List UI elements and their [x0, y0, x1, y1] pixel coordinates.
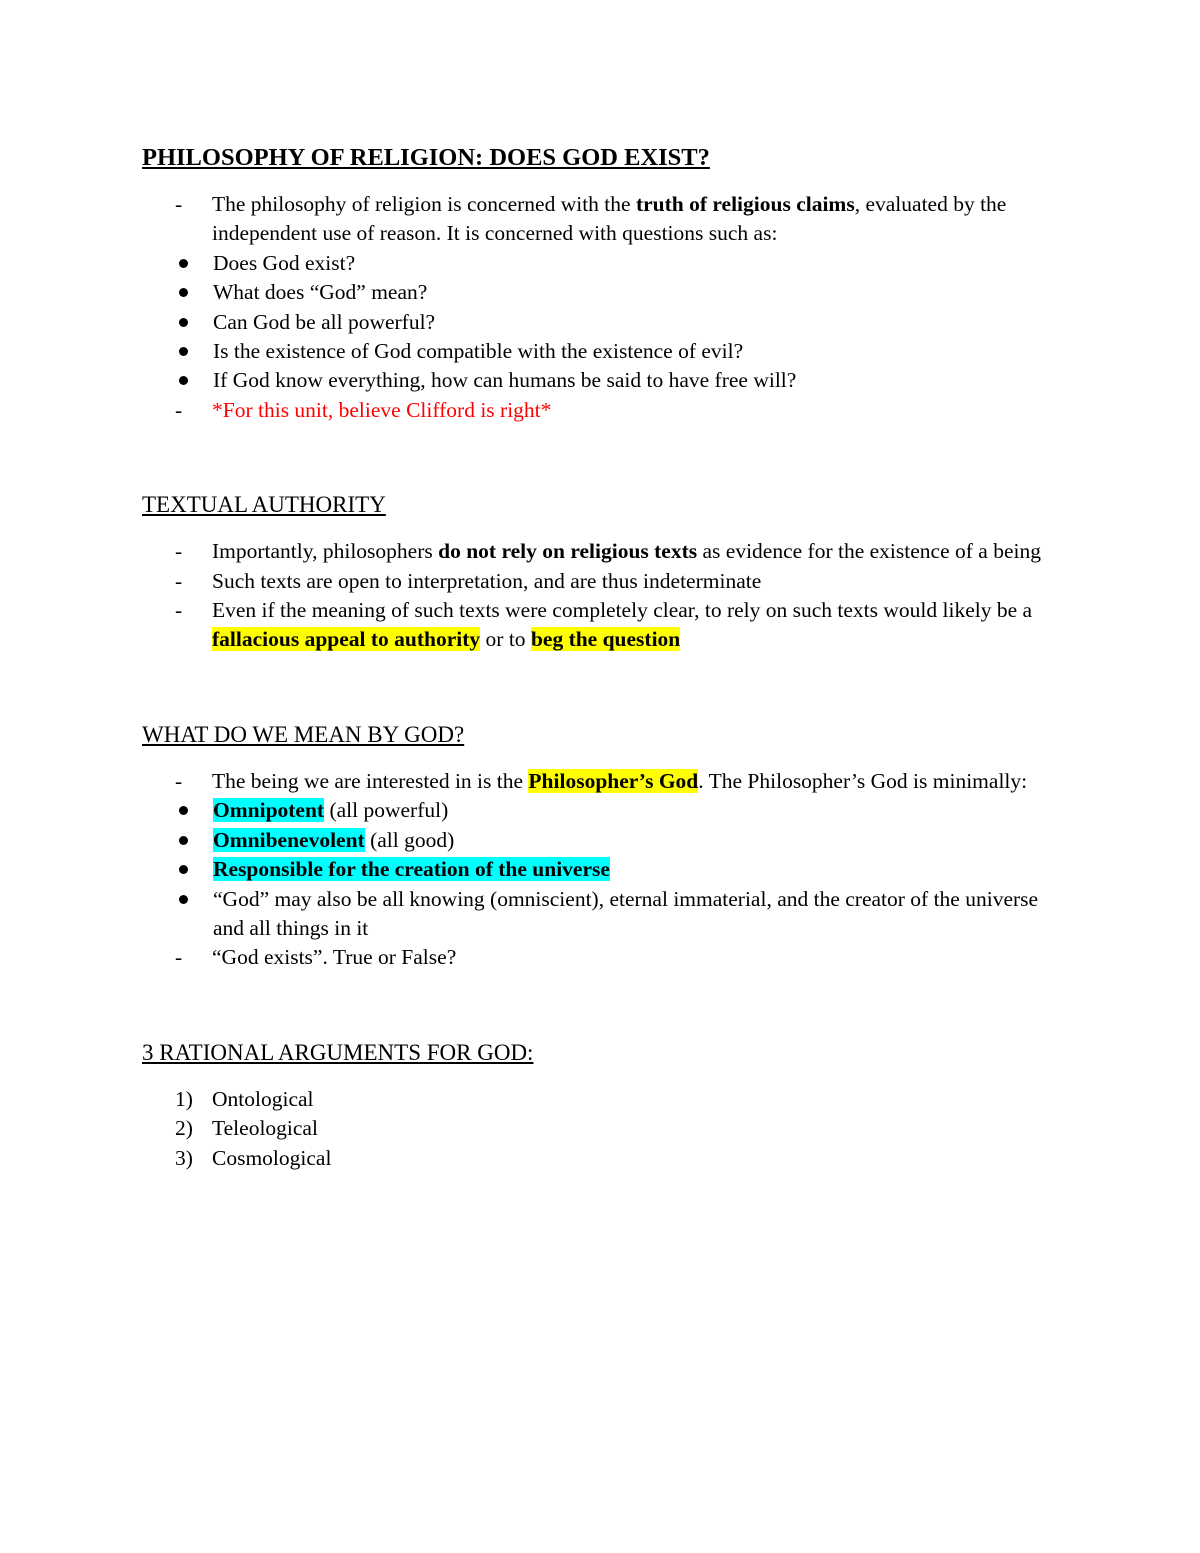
list-item	[142, 767, 1062, 943]
dash-marker: -	[175, 945, 183, 970]
bullet-icon	[179, 347, 188, 356]
bold-text: truth of religious claims	[635, 192, 855, 216]
list-item	[142, 366, 1062, 395]
text: or to	[480, 627, 531, 652]
argument-label: Teleological	[212, 1116, 318, 1141]
list-item	[142, 885, 1062, 944]
list-item	[142, 308, 1062, 337]
list-item	[142, 1144, 1062, 1173]
highlighted-text: Philosopher’s God	[528, 768, 699, 793]
list-item	[142, 796, 1062, 825]
list-item	[142, 943, 1062, 972]
questions-list	[142, 249, 1062, 396]
list-item	[142, 826, 1062, 855]
section-title-textual-authority: TEXTUAL AUTHORITY	[142, 492, 386, 518]
list-item	[142, 396, 1062, 425]
bullet-icon	[179, 836, 188, 845]
argument-label: Cosmological	[212, 1145, 332, 1170]
highlighted-text: fallacious appeal to authority	[212, 627, 481, 652]
dash-marker: -	[175, 598, 183, 623]
section3-list	[142, 767, 1062, 973]
document-body	[142, 140, 1062, 1173]
bullet-icon	[179, 895, 188, 904]
text: Even if the meaning of such texts were completely clear, to rely on such texts would likely be a	[212, 598, 1033, 623]
list-item	[142, 337, 1062, 366]
dash-marker: -	[175, 397, 183, 422]
highlighted-term: Responsible for the creation of the universe	[213, 857, 610, 882]
section-title-what-do-we-mean-by-god: WHAT DO WE MEAN BY GOD?	[142, 721, 465, 747]
text: . The Philosopher’s God is minimally:	[698, 768, 1028, 793]
text: , evaluated by the independent use of reason. It is concerned with questions such as:	[212, 192, 1007, 246]
question-text: If God know everything, how can humans be said to have free will?	[213, 368, 797, 393]
list-item	[142, 249, 1062, 278]
question-text: Can God be all powerful?	[213, 309, 436, 334]
text: as evidence for the existence of a being	[697, 539, 1041, 564]
highlighted-text: beg the question	[530, 627, 681, 652]
list-item	[142, 537, 1062, 566]
list-number: 1)	[175, 1086, 193, 1111]
argument-label: Ontological	[212, 1086, 314, 1111]
dash-marker: -	[175, 568, 183, 593]
text: Importantly, philosophers	[212, 539, 439, 564]
question-text: What does “God” mean?	[213, 280, 428, 305]
list-item	[142, 278, 1062, 307]
list-item	[142, 1114, 1062, 1143]
list-item	[142, 855, 1062, 884]
list-number: 3)	[175, 1145, 193, 1170]
text: “God” may also be all knowing (omniscient), eternal immaterial, and the creator of the universe and all things in it	[213, 886, 1039, 940]
section2-list	[142, 537, 1062, 655]
bold-text: do not rely on religious texts	[438, 539, 698, 564]
bullet-icon	[179, 318, 188, 327]
red-note: *For this unit, believe Clifford is right*	[212, 397, 552, 422]
text: The philosophy of religion is concerned with the	[212, 192, 636, 216]
attributes-list	[142, 796, 1062, 943]
list-item	[142, 1085, 1062, 1114]
dash-marker: -	[175, 192, 183, 216]
text: “God exists”. True or False?	[212, 945, 457, 970]
arguments-list	[142, 1085, 1062, 1173]
highlighted-term: Omnibenevolent	[213, 827, 365, 852]
text: (all good)	[364, 827, 455, 852]
bullet-icon	[179, 865, 188, 874]
list-item	[142, 596, 1062, 655]
bullet-icon	[179, 259, 188, 268]
list-item	[142, 190, 1062, 396]
dash-marker: -	[175, 539, 183, 564]
text: Such texts are open to interpretation, and are thus indeterminate	[212, 568, 762, 593]
list-number: 2)	[175, 1116, 193, 1141]
text: The being we are interested in is the	[212, 768, 529, 793]
question-text: Does God exist?	[213, 250, 356, 275]
section-title-rational-arguments: 3 RATIONAL ARGUMENTS FOR GOD:	[142, 1039, 534, 1065]
list-item	[142, 567, 1062, 596]
highlighted-term: Omnipotent	[213, 798, 325, 823]
section-title-philosophy-of-religion: PHILOSOPHY OF RELIGION: DOES GOD EXIST?	[142, 144, 710, 171]
text: (all powerful)	[324, 798, 449, 823]
bullet-icon	[179, 376, 188, 385]
section1-list	[142, 190, 1062, 425]
dash-marker: -	[175, 768, 183, 793]
bullet-icon	[179, 806, 188, 815]
question-text: Is the existence of God compatible with the existence of evil?	[213, 339, 744, 364]
bullet-icon	[179, 288, 188, 297]
